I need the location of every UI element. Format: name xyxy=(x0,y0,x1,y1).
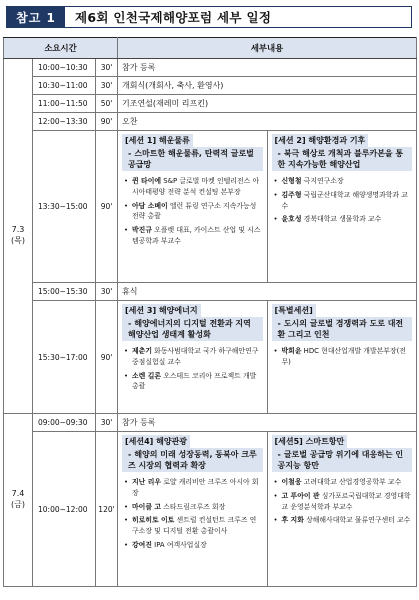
duration-cell: 120' xyxy=(96,432,118,587)
time-cell: 11:00~11:50 xyxy=(33,95,96,113)
table-row xyxy=(4,432,417,587)
document-header xyxy=(6,6,412,28)
session-5 xyxy=(267,432,417,586)
speaker-item: • 신형철 극지연구소장 xyxy=(273,177,344,186)
day-text: 7.3 (목) xyxy=(11,225,25,245)
speaker-item: • 이철웅 고려대학교 산업경영공학부 교수 xyxy=(273,478,402,487)
table-row xyxy=(4,131,417,283)
session-cell xyxy=(118,131,417,283)
session-title: [세션 2] 해양환경과 기후 xyxy=(272,134,369,147)
speaker-item: • 아담 소베이 엘런 튜링 연구소 지속가능성 전략 총괄 xyxy=(124,201,257,221)
time-cell: 10:00~10:30 xyxy=(33,59,96,77)
session-4 xyxy=(118,432,267,586)
table-row xyxy=(4,113,417,131)
duration-cell: 30' xyxy=(96,77,118,95)
time-cell: 13:30~15:00 xyxy=(33,131,96,283)
speaker-item: • 고 푸아이 관 싱가포르국립대학교 경영대학교 운영분석학과 부교수 xyxy=(273,492,411,511)
speaker-item: • 박진규 오플렛 대표, 카이스트 산업 및 시스템공학과 부교수 xyxy=(124,226,261,245)
session-cell xyxy=(118,432,417,587)
table-row xyxy=(4,77,417,95)
table-row xyxy=(4,95,417,113)
session-title: [세션 1] 해운물류 xyxy=(122,134,193,147)
reference-tag: 참고 1 xyxy=(7,7,65,27)
speaker-item: • 히로히토 이토 센트럴 컨설턴트 크루즈 연구소장 및 디지털 전환 총괄이사 xyxy=(124,516,257,536)
content-cell: 휴식 xyxy=(118,283,417,301)
time-cell: 10:30~11:00 xyxy=(33,77,96,95)
session-subtitle: - 북극 해상로 개척과 블루카본을 통한 지속가능한 해양산업 xyxy=(272,147,413,171)
table-row xyxy=(4,301,417,414)
speaker-item: • 박희윤 HDC 현대산업개발 개발본부장(전무) xyxy=(273,347,406,367)
speaker-item: • 윤호성 경북대학교 생물학과 교수 xyxy=(273,215,382,224)
table-header-row xyxy=(4,38,417,59)
time-cell: 15:30~17:00 xyxy=(33,301,96,414)
time-cell: 09:00~09:30 xyxy=(33,414,96,432)
schedule-table xyxy=(3,37,417,587)
session-subtitle: - 스마트한 해운물류, 탄력적 글로벌 공급망 xyxy=(122,147,263,171)
header-details: 세부내용 xyxy=(118,38,417,59)
duration-cell: 90' xyxy=(96,131,118,283)
duration-cell: 30' xyxy=(96,283,118,301)
speaker-item: • 강여진 IPA 여객사업실장 xyxy=(124,540,207,549)
special-session xyxy=(267,301,417,413)
session-subtitle: - 글로벌 공급망 위기에 대응하는 인공지능 항만 xyxy=(272,448,413,472)
speaker-item: • 김주형 국립군산대학교 해양생명과학과 교수 xyxy=(273,191,408,210)
content-cell: 기조연설(재레미 리프킨) xyxy=(118,95,417,113)
duration-cell: 50' xyxy=(96,95,118,113)
session-2 xyxy=(267,131,417,282)
header-duration: 소요시간 xyxy=(4,38,118,59)
table-row xyxy=(4,59,417,77)
content-cell: 참가 등록 xyxy=(118,414,417,432)
content-cell: 참가 등록 xyxy=(118,59,417,77)
session-subtitle: - 해양의 미래 성장동력, 동북아 크루즈 시장의 협력과 확장 xyxy=(122,448,263,472)
day-label-2 xyxy=(4,414,33,587)
duration-cell: 90' xyxy=(96,301,118,414)
time-cell: 12:00~13:30 xyxy=(33,113,96,131)
speaker-item: • 지난 리우 로얄 캐리비안 크루즈 아시아 회장 xyxy=(124,478,259,498)
session-1 xyxy=(118,131,267,282)
table-row xyxy=(4,283,417,301)
table-row xyxy=(4,414,417,432)
time-cell: 15:00~15:30 xyxy=(33,283,96,301)
speaker-item: • 퀸 타이에 S&P 글로벌 마켓 인텔리전스 아시아태평양 전략 분석 컨설팅 본부장 xyxy=(124,177,260,197)
session-title: [세션4] 해양관광 xyxy=(122,435,190,448)
duration-cell: 90' xyxy=(96,113,118,131)
document-title: 제6회 인천국제해양포럼 세부 일정 xyxy=(75,10,272,25)
session-subtitle: - 도시의 글로벌 경쟁력과 도로 대전환 그리고 인천 xyxy=(272,317,413,341)
session-title: [세션5] 스마트항만 xyxy=(272,435,348,448)
day-text: 7.4 (금) xyxy=(11,489,25,509)
speaker-item: • 후 지화 상해해사대학교 물류연구센터 교수 xyxy=(273,516,411,525)
session-3 xyxy=(118,301,267,413)
session-title: [특별세션] xyxy=(272,304,316,317)
time-cell: 10:00~12:00 xyxy=(33,432,96,587)
content-cell: 오찬 xyxy=(118,113,417,131)
duration-cell: 30' xyxy=(96,59,118,77)
duration-cell: 30' xyxy=(96,414,118,432)
speaker-item: • 제춘기 화동사범대학교 국가 하구해안연구 중점실험실 교수 xyxy=(124,347,259,367)
session-subtitle: - 해양에너지의 디지털 전환과 지역 해양산업 생태계 활성화 xyxy=(122,317,263,341)
session-cell xyxy=(118,301,417,414)
day-label-1 xyxy=(4,59,33,414)
speaker-item: • 마이클 고 스타드림크루즈 회장 xyxy=(124,502,226,511)
speaker-item: • 소렌 길론 오스테드 코리아 프로젝트 개발 총괄 xyxy=(124,371,257,391)
content-cell: 개회식(개회사, 축사, 환영사) xyxy=(118,77,417,95)
session-title: [세션 3] 해양에너지 xyxy=(122,304,201,317)
